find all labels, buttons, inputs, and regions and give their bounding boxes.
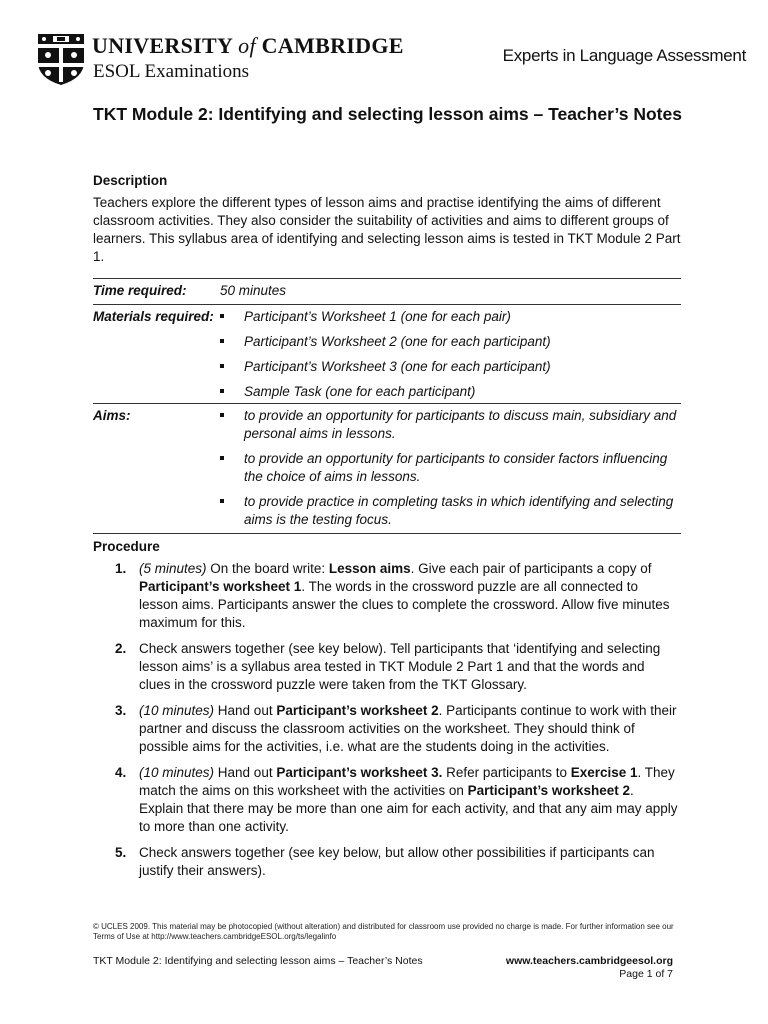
material-item: Sample Task (one for each participant) bbox=[220, 383, 681, 401]
materials-row bbox=[93, 305, 681, 404]
step-number: 5. bbox=[115, 845, 127, 860]
step-text: . They match the aims on this worksheet with the activities on bbox=[139, 765, 675, 798]
procedure-heading: Procedure bbox=[93, 539, 160, 554]
step-number: 1. bbox=[115, 561, 127, 576]
step-text: . Give each pair of participants a copy of bbox=[410, 561, 652, 576]
step-text: Refer participants to bbox=[442, 765, 571, 780]
tagline: Experts in Language Assessment bbox=[502, 46, 746, 65]
step-text: Participant’s worksheet 3. bbox=[276, 765, 443, 780]
step-number: 3. bbox=[115, 703, 127, 718]
time-value: 50 minutes bbox=[220, 279, 681, 305]
step-text: On the board write: bbox=[206, 561, 329, 576]
footer-right bbox=[506, 955, 673, 981]
step-text: . The words in the crossword puzzle are all connected to lesson aims. Participants answer the clues to complete the crossword. Allow five minutes maximum for this. bbox=[139, 579, 670, 630]
step-text: Hand out bbox=[214, 765, 277, 780]
step-text: (10 minutes) bbox=[139, 765, 215, 780]
step-text: (10 minutes) bbox=[139, 703, 215, 718]
procedure-step bbox=[93, 640, 678, 694]
material-item: Participant’s Worksheet 3 (one for each participant) bbox=[220, 358, 681, 376]
cambridge-crest-icon bbox=[36, 32, 86, 86]
footer-doc-title: TKT Module 2: Identifying and selecting lesson aims – Teacher’s Notes bbox=[93, 955, 423, 967]
procedure-step bbox=[93, 702, 678, 756]
page-number: Page 1 of 7 bbox=[619, 968, 673, 980]
step-text: Check answers together (see key below). Tell participants that ‘identifying and selecting lesson aims’ is a syllabus area tested in TKT Module 2 Part 1 and that the words and clues in the crossword puzzle were taken from the TKT Glossary. bbox=[139, 641, 661, 692]
procedure-list bbox=[93, 560, 678, 888]
time-label: Time required: bbox=[93, 279, 220, 305]
copyright-note: © UCLES 2009. This material may be photocopied (without alteration) and distributed for classroom use provided no charge is made. For further information see our Terms of Use at http://www.teachers.cambridgeESOL.org/ts/legalinfo bbox=[93, 922, 674, 941]
materials-list bbox=[220, 308, 681, 401]
step-text: . Explain that there may be more than one aim for each activity, and that any aim may apply to more than one activity. bbox=[139, 783, 678, 834]
step-text: Lesson aims bbox=[328, 561, 411, 576]
footer-url[interactable]: www.teachers.cambridgeesol.org bbox=[505, 955, 673, 967]
procedure-step bbox=[93, 560, 678, 632]
material-item: Participant’s Worksheet 2 (one for each participant) bbox=[220, 333, 681, 351]
time-row bbox=[93, 279, 681, 305]
step-text: Participant’s worksheet 2 bbox=[467, 783, 630, 798]
aims-row bbox=[93, 404, 681, 534]
aim-item: to provide an opportunity for participants to consider factors influencing the choice of aims in lessons. bbox=[220, 450, 681, 486]
step-text: Participant’s worksheet 1 bbox=[139, 579, 302, 594]
aim-item: to provide practice in completing tasks in which identifying and selecting aims is the testing focus. bbox=[220, 493, 681, 529]
step-number: 4. bbox=[115, 765, 127, 780]
university-name: UNIVERSITY of CAMBRIDGE bbox=[92, 33, 404, 58]
document-title: TKT Module 2: Identifying and selecting lesson aims – Teacher’s Notes bbox=[93, 104, 682, 124]
description-heading: Description bbox=[93, 173, 168, 188]
aims-list bbox=[220, 407, 681, 529]
step-text: Hand out bbox=[214, 703, 277, 718]
procedure-step bbox=[93, 764, 678, 836]
step-text: Exercise 1 bbox=[570, 765, 638, 780]
materials-label: Materials required: bbox=[93, 305, 220, 404]
step-text: (5 minutes) bbox=[139, 561, 207, 576]
info-table bbox=[93, 278, 681, 534]
esol-subtitle: ESOL Examinations bbox=[93, 61, 250, 82]
step-text: Participant’s worksheet 2 bbox=[276, 703, 439, 718]
step-text: Check answers together (see key below, but allow other possibilities if participants can justify their answers). bbox=[139, 845, 655, 878]
description-text: Teachers explore the different types of lesson aims and practise identifying the aims of different classroom activities. They also consider the suitability of activities and aims to different groups of learners. This syllabus area of identifying and selecting lesson aims is tested in TKT Module 2 Part 1. bbox=[93, 195, 681, 264]
aims-label: Aims: bbox=[93, 404, 220, 534]
material-item: Participant’s Worksheet 1 (one for each pair) bbox=[220, 308, 681, 326]
document-header bbox=[36, 30, 746, 86]
step-number: 2. bbox=[115, 641, 127, 656]
aim-item: to provide an opportunity for participants to discuss main, subsidiary and personal aims in lessons. bbox=[220, 407, 681, 443]
step-text: . Participants continue to work with their partner and discuss the classroom activities on the worksheet. They should think of possible aims for the activities, i.e. what are the students doing in the activities. bbox=[139, 703, 677, 754]
procedure-step bbox=[93, 844, 678, 880]
